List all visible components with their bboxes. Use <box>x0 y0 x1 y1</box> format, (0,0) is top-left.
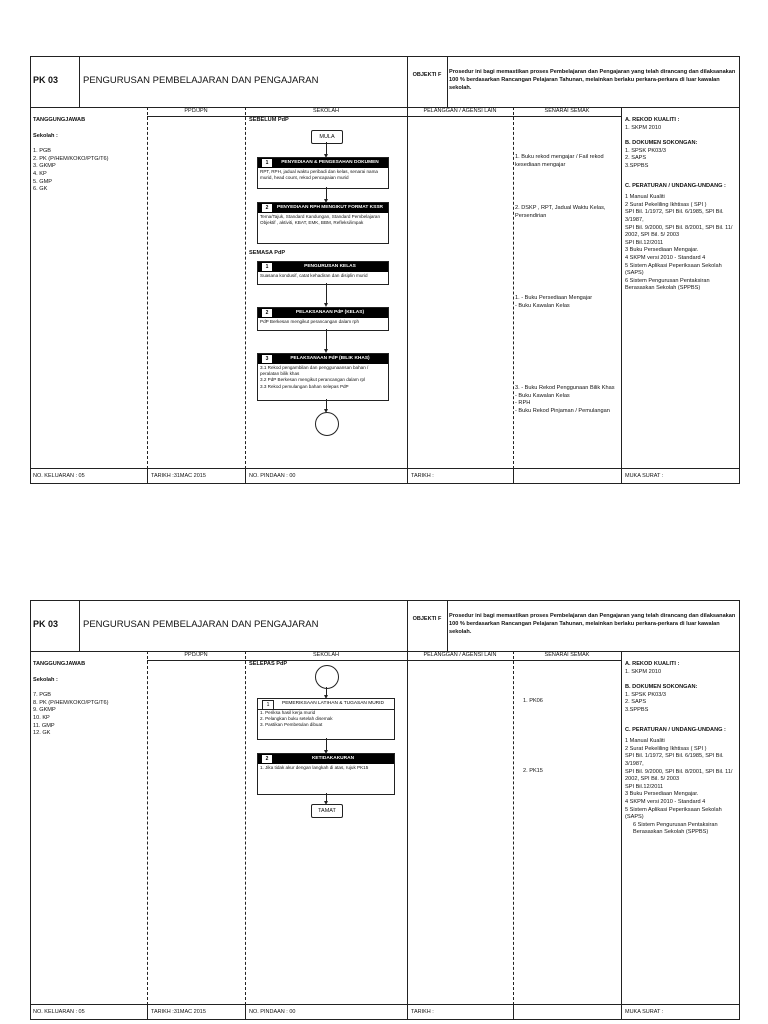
roles-list <box>33 148 143 194</box>
procedure-sheet-1 <box>30 56 740 484</box>
objektif-text: Prosedur ini bagi memastikan proses Pembelajaran dan Pengajaran yang telah dirancang dan dilaksanakan 100 % berdasarkan Rancangan Pelajaran Tahunan, melainkan berlaku perkara-perkara di luar kawalan sekolah. <box>449 613 736 635</box>
sheet-header <box>31 57 739 108</box>
col-pelanggan: PELANGGAN / AGENSI LAIN <box>423 652 497 658</box>
rekod-kualiti-heading: A. REKOD KUALITI : <box>625 661 680 667</box>
rekod-item: 1. SPSK PK03/3 <box>625 147 667 154</box>
checklist-item: 2. DSKP , RPT, Jadual Waktu Kelas, Persendirian <box>515 205 606 219</box>
checklist-item: 1. PK06 <box>523 698 543 704</box>
role-item: 1. PGB <box>33 148 52 155</box>
rekod-item: 1 Manual Kualiti <box>625 738 665 745</box>
step-body: RPT, RPH, jadual waktu peribadi dan kelas, senarai nama murid, head count, rekod pencapaian murid <box>260 169 378 181</box>
sekolah-label: Sekolah : <box>33 132 58 139</box>
role-item: 7. PGB <box>33 692 52 699</box>
rekod-item: SPI Bil.12/2011 <box>625 783 664 790</box>
phase-semasa: SEMASA PdP <box>249 250 286 256</box>
start-connector <box>315 665 339 689</box>
step-body: PdP Berkesan mengikut perancangan dalam rph <box>260 319 359 324</box>
step-rph-preparation: 2 PENYEDIAAN RPH MENGIKUT FORMAT KSSR Tema/Tajuk, Standard Kandungan, Standard Pembelajaran Objektif , aktiviti, KBAT, EMK, BBM, Refleksi/impak <box>257 202 389 244</box>
records-panel <box>625 661 737 837</box>
objektif-label: OBJEKTI F <box>412 616 442 622</box>
role-item: 3. GKMP <box>33 163 56 170</box>
rekod-item: 2. SAPS <box>625 699 647 706</box>
rekod-item: 1 Manual Kualiti <box>625 194 665 201</box>
col-ppd: PPD/JPN <box>184 108 208 114</box>
step-body: 3.1 Rekod pengambilan dan penggunaansan bahan / peralatan bilik khas 3.2 PdP Berkesan mengikut perancangan dalam rpl 3.3 Rekod pemulangan bahan selepas PdP <box>260 365 369 389</box>
tarikh-pindaan: TARIKH : <box>411 473 434 479</box>
role-item: 10. KP <box>33 714 50 721</box>
dokumen-sokongan-heading: B. DOKUMEN SOKONGAN: <box>625 140 698 147</box>
col-sekolah: SEKOLAH <box>313 108 339 114</box>
rekod-item: 6 Sistem Pengurusan Pentaksiran Berasaskan Sekolah (SPPBS) <box>625 277 710 292</box>
tanggungjawab-heading: TANGGUNGJAWAB <box>33 117 86 123</box>
no-keluaran: NO. KELUARAN : 05 <box>33 1009 85 1015</box>
sekolah-label: Sekolah : <box>33 676 58 683</box>
tanggungjawab-heading: TANGGUNGJAWAB <box>33 661 86 667</box>
rekod-item: SPI Bil. 1/1972, SPI Bil. 6/1985, SPI Bil. 3/1987, <box>625 209 724 223</box>
rekod-item: SPI Bil. 9/2000, SPI Bil. 8/2001, SPI Bil. 11/ 2002, SPI Bil. 5/ 2003 <box>625 224 733 239</box>
end-connector <box>315 412 339 436</box>
phase-selepas: SELEPAS PdP <box>249 661 288 667</box>
step-pdp-special-room: 3 PELAKSANAAN PdP (BILIK KHAS) 3.1 Rekod pengambilan dan penggunaansan bahan / peralatan bilik khas 3.2 PdP Berkesan mengikut perancangan dalam rpl 3.3 Rekod pemulangan bahan selepas PdP <box>257 353 389 401</box>
col-sekolah: SEKOLAH <box>313 652 339 658</box>
procedure-code: PK 03 <box>33 75 59 85</box>
tarikh-keluaran: TARIKH :31MAC 2015 <box>151 473 206 479</box>
checklist-item: 1. - Buku Persediaan Mengajar - Buku Kawalan Kelas <box>515 295 593 309</box>
col-senarai: SENARAI SEMAK <box>544 108 590 114</box>
rekod-item: 5 Sistem Aplikasi Peperiksaan Sekolah (SAPS) <box>625 806 722 821</box>
objektif-text: Prosedur ini bagi memastikan proses Pembelajaran dan Pengajaran yang telah dirancang dan dilaksanakan 100 % berdasarkan Rancangan Pelajaran Tahunan, melainkan berlaku perkara-perkara di luar kawalan sekolah. <box>449 69 736 91</box>
rekod-item: 6 Sistem Pengurusan Pentaksiran Berasaskan Sekolah (SPPBS) <box>633 821 718 836</box>
rekod-kualiti-heading: A. REKOD KUALITI : <box>625 117 680 123</box>
role-item: 6. GK <box>33 186 48 193</box>
rekod-item: 2. SAPS <box>625 155 647 162</box>
tarikh-pindaan: TARIKH : <box>411 1009 434 1015</box>
role-item: 12. GK <box>33 730 51 737</box>
checklist-item: 3. - Buku Rekod Penggunaan Bilik Khas - Buku Kawalan Kelas - RPH - Buku Rekod Pinjaman / Pemulangan <box>515 385 615 414</box>
objektif-label: OBJEKTI F <box>412 72 442 78</box>
step-marking-work: 1 PEMERIKSAAN LATIHAN & TUGASAN MURID 1. Periksa hasil kerja murid 2. Pelangkan buku setelah disemak 3. Pastikan Pembetulan dibuat <box>257 698 395 740</box>
rekod-item: SPI Bil. 1/1972, SPI Bil. 6/1985, SPI Bil. 3/1987, <box>625 753 724 767</box>
rekod-item: 1. SKPM 2010 <box>625 668 662 675</box>
step-document-preparation: 1 PENYEDIAAN & PENGESAHAN DOKUMEN RPT, RPH, jadual waktu peribadi dan kelas, senarai nama murid, head count, rekod pencapaian murid <box>257 157 389 189</box>
no-keluaran: NO. KELUARAN : 05 <box>33 473 85 479</box>
rekod-item: 2 Surat Pekeliling Ikhtisas ( SPI ) <box>625 201 707 208</box>
phase-sebelum: SEBELUM PdP <box>249 117 289 123</box>
records-panel <box>625 117 737 293</box>
role-item: 8. PK (P/HEM/KOKO/PTG/T6) <box>33 699 109 706</box>
step-body: Tema/Tajuk, Standard Kandungan, Standard Pembelajaran Objektif , aktiviti, KBAT, EMK, BBM, Refleksi/impak <box>260 214 381 226</box>
tanggungjawab <box>33 661 143 738</box>
peraturan-heading: C. PERATURAN / UNDANG-UNDANG : <box>625 182 726 189</box>
tanggungjawab <box>33 117 143 194</box>
no-pindaan: NO. PINDAAN : 00 <box>249 473 296 479</box>
start-terminator: MULA <box>311 130 343 144</box>
rekod-item: SPI Bil.12/2011 <box>625 239 664 246</box>
rekod-item: 5 Sistem Aplikasi Peperiksaan Sekolah (SAPS) <box>625 262 722 277</box>
no-pindaan: NO. PINDAAN : 00 <box>249 1009 296 1015</box>
dokumen-sokongan-heading: B. DOKUMEN SOKONGAN: <box>625 684 698 691</box>
step-body: Suasana kondusif, catat kehadiran dan disiplin murid <box>260 273 368 278</box>
step-non-conformance: 2 KETIDAKAKURAN 1. Jika tidak akur dengan langkah di atas, rujuk PK15 <box>257 753 395 795</box>
rekod-item: 4 SKPM versi 2010 - Standard 4 <box>625 254 706 261</box>
role-item: 4. KP <box>33 170 47 177</box>
rekod-item: 3 Buku Persediaan Mengajar. <box>625 791 699 798</box>
col-pelanggan: PELANGGAN / AGENSI LAIN <box>423 108 497 114</box>
rekod-item: 1. SPSK PK03/3 <box>625 691 667 698</box>
muka-surat: MUKA SURAT : <box>625 473 664 479</box>
procedure-title: PENGURUSAN PEMBELAJARAN DAN PENGAJARAN <box>83 619 319 630</box>
sheet-footer <box>31 468 739 483</box>
step-body: 1. Periksa hasil kerja murid 2. Pelangkan buku setelah disemak 3. Pastikan Pembetulan dibuat <box>260 710 333 728</box>
step-class-management: 1 PENGURUSAN KELAS Suasana kondusif, catat kehadiran dan disiplin murid <box>257 261 389 285</box>
sheet-footer <box>31 1004 739 1019</box>
rekod-item: 4 SKPM versi 2010 - Standard 4 <box>625 798 706 805</box>
peraturan-heading: C. PERATURAN / UNDANG-UNDANG : <box>625 726 726 733</box>
rekod-item: 3 Buku Persediaan Mengajar. <box>625 247 699 254</box>
muka-surat: MUKA SURAT : <box>625 1009 664 1015</box>
rekod-item: 3.SPPBS <box>625 706 649 713</box>
rekod-item: 3.SPPBS <box>625 162 649 169</box>
sheet-header <box>31 601 739 652</box>
role-item: 5. GMP <box>33 178 52 185</box>
procedure-sheet-2 <box>30 600 740 1020</box>
role-item: 2. PK (P/HEM/KOKO/PTG/T6) <box>33 155 109 162</box>
checklist-item: 1. Buku rekod mengajar / Fail rekod kesediaan mengajar <box>515 154 604 168</box>
roles-list <box>33 692 143 738</box>
col-senarai: SENARAI SEMAK <box>544 652 590 658</box>
rekod-item: SPI Bil. 9/2000, SPI Bil. 8/2001, SPI Bil. 11/ 2002, SPI Bil. 5/ 2003 <box>625 768 733 783</box>
rekod-item: 1. SKPM 2010 <box>625 124 662 131</box>
procedure-title: PENGURUSAN PEMBELAJARAN DAN PENGAJARAN <box>83 75 319 86</box>
procedure-code: PK 03 <box>33 619 59 629</box>
end-terminator: TAMAT <box>311 804 343 818</box>
col-ppd: PPD/JPN <box>184 652 208 658</box>
rekod-item: 2 Surat Pekeliling Ikhtisas ( SPI ) <box>625 745 707 752</box>
role-item: 11. GMP <box>33 722 55 729</box>
step-body: 1. Jika tidak akur dengan langkah di atas, rujuk PK15 <box>260 765 369 770</box>
role-item: 9. GKMP <box>33 707 56 714</box>
checklist-item: 2. PK15 <box>523 768 543 774</box>
tarikh-keluaran: TARIKH :31MAC 2015 <box>151 1009 206 1015</box>
step-pdp-class: 2 PELAKSANAAN PdP (KELAS) PdP Berkesan mengikut perancangan dalam rph <box>257 307 389 331</box>
